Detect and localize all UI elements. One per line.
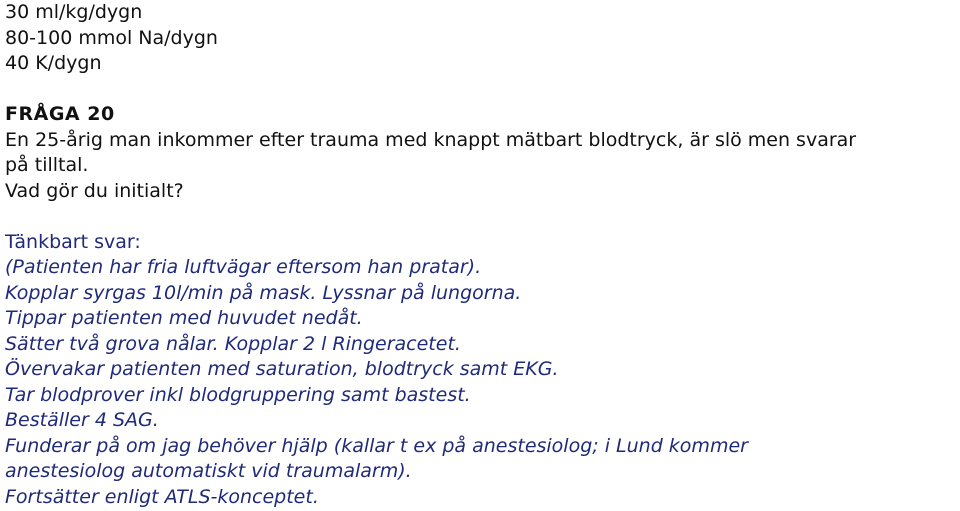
answer-line: (Patienten har fria luftvägar eftersom han pratar).	[5, 256, 482, 278]
top-line: 30 ml/kg/dygn	[5, 1, 143, 23]
answer-line: Tar blodprover inkl blodgruppering samt bastest.	[5, 383, 471, 406]
top-line: 40 K/dygn	[5, 52, 102, 74]
answer-line: Övervakar patienten med saturation, blodtryck samt EKG.	[5, 358, 559, 380]
spacer	[5, 204, 955, 230]
spacer	[5, 77, 955, 103]
question-heading: FRÅGA 20	[5, 103, 115, 125]
answer-line: Sätter två grova nålar. Kopplar 2 l Ringeracetet.	[5, 332, 461, 355]
question-line: på tilltal.	[5, 154, 89, 176]
answer-line: Tippar patienten med huvudet nedåt.	[5, 307, 363, 329]
top-line: 80-100 mmol Na/dygn	[5, 26, 218, 49]
answer-line: Funderar på om jag behöver hjälp (kallar t ex på anestesiolog; i Lund kommer	[5, 434, 748, 457]
answer-line: anestesiolog automatiskt vid traumalarm).	[5, 460, 412, 482]
question-line: En 25-årig man inkommer efter trauma med knappt mätbart blodtryck, är slö men svarar	[5, 128, 857, 151]
question-line: Vad gör du initialt?	[5, 179, 184, 202]
answer-line: Beställer 4 SAG.	[5, 409, 159, 431]
answer-title: Tänkbart svar:	[5, 230, 141, 253]
answer-line: Kopplar syrgas 10l/min på mask. Lyssnar på lungorna.	[5, 281, 522, 304]
document-page	[5, 0, 955, 510]
answer-line: Fortsätter enligt ATLS-konceptet.	[5, 485, 319, 508]
